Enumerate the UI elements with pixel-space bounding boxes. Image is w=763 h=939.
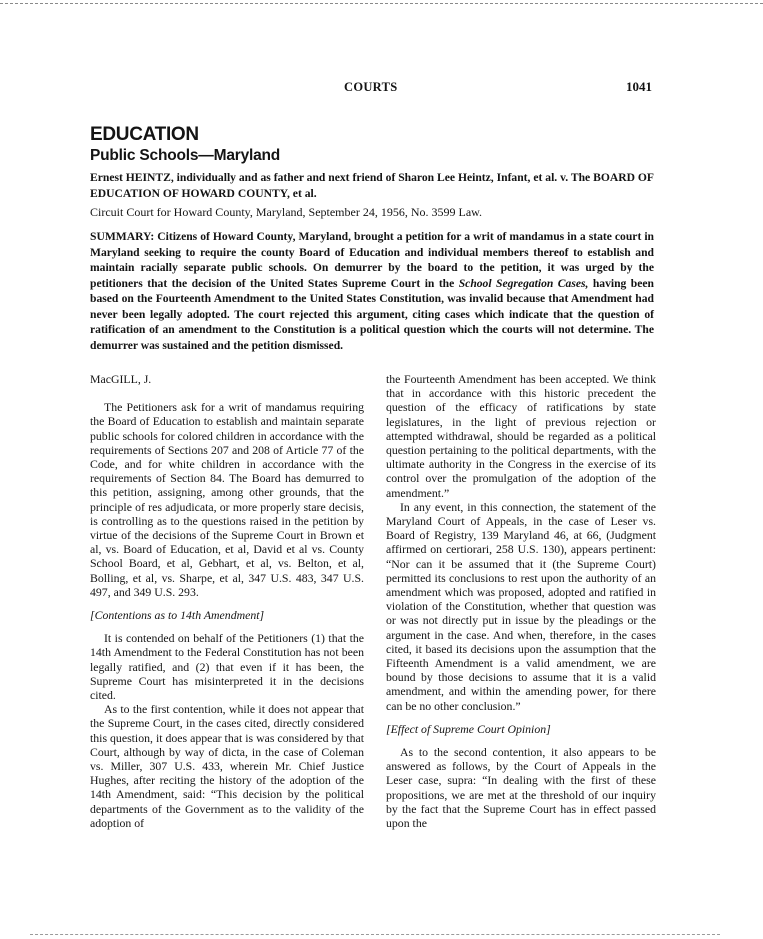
case-summary bbox=[90, 229, 654, 353]
contentions-heading: [Contentions as to 14th Amendment] bbox=[90, 608, 265, 623]
summary-label: SUMMARY: bbox=[90, 230, 155, 243]
opinion-paragraph-5: In any event, in this connection, the statement of the Maryland Court of Appeals, in the case of Leser vs. Board of Registry, 139 Maryland 46, at 66, (Judgment affirmed on certiorari, 258 U.S. 130), appears pertinent: “Nor can it be assumed that it (the Supreme Court) permitted its conclusions to rest upon the authority of an amendment which was proposed, adopted and ratified in violation of the Constitution, whether that question was or was not directly put in issue by the pleadings or the argument in the case. And when, therefore, in the cases cited, it based its decisions upon the assumption that the Fifteenth Amendment is a valid amendment, we are bound by those decisions to assume that it is a valid amendment, and within the amending power, for there can be no other conclusion.” bbox=[386, 499, 656, 713]
opinion-paragraph-3: As to the first contention, while it does not appear that the Supreme Court, in the cases cited, directly considered this question, it does appear that is was considered by that Court, although by way of dicta, in the case of Coleman vs. Miller, 307 U.S. 433, wherein Mr. Chief Justice Hughes, after reciting the history of the adoption of the 14th Amendment, said: “This decision by the political departments of the Government as to the validity of the adoption of bbox=[90, 702, 364, 830]
summary-text-2: having been based on the Fourteenth Amendment to the United States Constitution, was invalid because that Amendment had never been legally adopted. The court rejected this argument, citing cases which indicate that the question of ratification of an amendment to the Constitution is a political question which the courts will not determine. The demurrer was sustained and the petition dismissed. bbox=[90, 276, 654, 352]
opinion-paragraph-6: As to the second contention, it also appears to be answered as follows, by the Court of Appeals in the Leser case, supra: “In dealing with the first of these propositions, we are met at the threshold of our inquiry by the fact that the Supreme Court has in effect passed upon the bbox=[386, 745, 656, 831]
judge-name: MacGILL, J. bbox=[90, 372, 152, 386]
page-number: 1041 bbox=[626, 79, 652, 94]
bottom-edge-rule bbox=[30, 934, 720, 935]
left-column bbox=[90, 372, 364, 830]
subsection-title: Public Schools—Maryland bbox=[90, 147, 281, 164]
opinion-paragraph-2: It is contended on behalf of the Petitioners (1) that the 14th Amendment to the Federal Constitution has not been legally ratified, and (2) that even if it has been, the Supreme Court has misinterpreted it in the decisions cited. bbox=[90, 631, 364, 703]
right-column bbox=[386, 372, 656, 830]
court-line: Circuit Court for Howard County, Maryland, September 24, 1956, No. 3599 Law. bbox=[90, 205, 483, 219]
running-head: COURTS bbox=[344, 80, 398, 94]
opinion-paragraph-4: the Fourteenth Amendment has been accepted. We think that in accordance with this historic precedent the question of the efficacy of ratifications by state legislatures, in the light of previous rejection or attempted withdrawal, should be regarded as a political question pertaining to the political departments, with the ultimate authority in the Congress in the exercise of its control over the promulgation of the adoption of the amendment.” bbox=[386, 372, 656, 500]
summary-case-name: School Segregation Cases, bbox=[458, 276, 589, 290]
effect-heading: [Effect of Supreme Court Opinion] bbox=[386, 721, 551, 736]
section-title: EDUCATION bbox=[90, 124, 199, 145]
opinion-paragraph-1: The Petitioners ask for a writ of mandamus requiring the Board of Education to establish and maintain separate public schools for colored children in accordance with the requirements of Sections 207 and 208 of Article 77 of the Code, and for white children in accordance with the requirements of Section 84. The Board has demurred to this petition, assigning, among other grounds, that the principle of res adjudicata, or more properly stare decisis, is controlling as to the questions raised in the petition by virtue of the decisions of the Supreme Court in Brown et al, vs. Board of Education, et al, David et al vs. County School Board, et al, Gebhart, et al, vs. Belton, et al, Bolling, et al, vs. Sharpe, et al, 347 U.S. 483, 347 U.S. 497, and 349 U.S. 293. bbox=[90, 400, 364, 599]
summary-text-1: Citizens of Howard County, Maryland, brought a petition for a writ of mandamus in a state court in Maryland seeking to require the county Board of Education and individual members thereof to establish and maintain racially separate public schools. On demurrer by the board to the petition, it was urged by the petitioners that the decision of the United States Supreme Court in the bbox=[90, 230, 654, 290]
case-caption: Ernest HEINTZ, individually and as father and next friend of Sharon Lee Heintz, Infant, et al. v. The BOARD OF EDUCATION OF HOWARD COUNTY, et al. bbox=[90, 171, 654, 200]
top-edge-rule bbox=[0, 3, 763, 4]
